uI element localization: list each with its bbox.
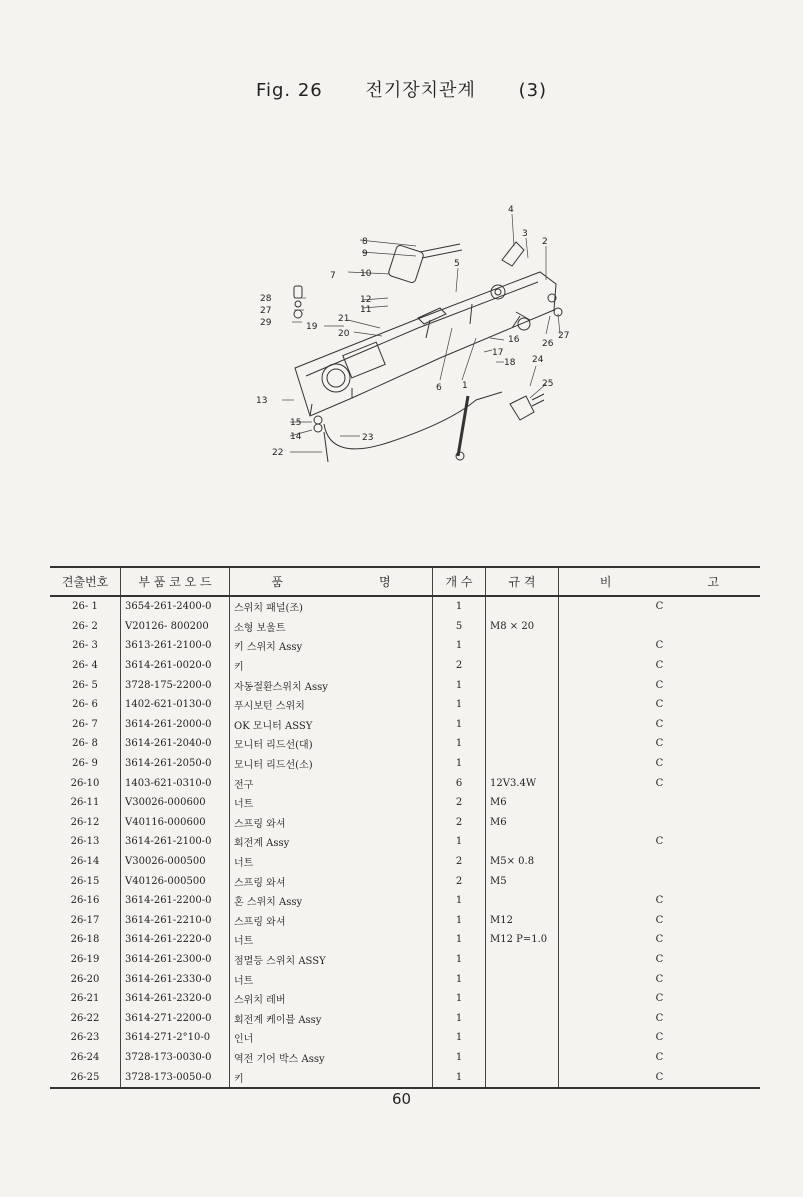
- table-row: [50, 1048, 760, 1068]
- cell-qty: 1: [433, 1067, 486, 1088]
- cell-code: 3614-261-2100-0: [121, 832, 230, 852]
- cell-code: 1402-621-0130-0: [121, 695, 230, 715]
- cell-code: 3614-261-2330-0: [121, 969, 230, 989]
- callout-26: 26: [542, 339, 554, 349]
- cell-spec: M12 P=1.0: [486, 930, 559, 950]
- cell-no: 26-22: [70, 1012, 100, 1024]
- cell-qty: 2: [433, 813, 486, 833]
- cell-code: 3614-261-2000-0: [121, 715, 230, 735]
- parts-table: [50, 566, 760, 1089]
- callout-10: 10: [360, 269, 372, 279]
- key-switch: [502, 242, 524, 266]
- cell-code: 3614-261-2200-0: [121, 891, 230, 911]
- cell-code: 3614-261-2040-0: [121, 734, 230, 754]
- cell-code: 3614-261-0020-0: [121, 656, 230, 676]
- callout-18: 18: [504, 358, 516, 368]
- table-row: [50, 1067, 760, 1088]
- cell-no: 26-24: [70, 1051, 100, 1063]
- callout-23: 23: [362, 433, 374, 443]
- callout-5: 5: [454, 259, 460, 269]
- cell-name: 스프링 와셔: [230, 871, 433, 891]
- cell-note: C: [559, 832, 761, 852]
- cell-name: 너트: [230, 930, 433, 950]
- cell-no: 26- 3: [72, 640, 98, 652]
- cell-spec: M6: [486, 813, 559, 833]
- callout-25: 25: [542, 379, 554, 389]
- cell-qty: 1: [433, 734, 486, 754]
- cell-note: [559, 617, 761, 637]
- callout-13: 13: [256, 396, 268, 406]
- cell-code: V30026-000600: [121, 793, 230, 813]
- cell-note: [559, 852, 761, 872]
- callout-11: 11: [360, 305, 372, 315]
- cell-note: C: [559, 754, 761, 774]
- cell-no: 26-16: [70, 895, 100, 907]
- cell-code: 3613-261-2100-0: [121, 636, 230, 656]
- cell-spec: [486, 734, 559, 754]
- table-row: [50, 1028, 760, 1048]
- cell-note: C: [559, 596, 761, 617]
- cell-qty: 1: [433, 1048, 486, 1068]
- cell-name: 너트: [230, 852, 433, 872]
- cell-note: C: [559, 950, 761, 970]
- table-row: [50, 891, 760, 911]
- cell-name: 전구: [230, 773, 433, 793]
- cell-spec: M8 × 20: [486, 617, 559, 637]
- cell-qty: 1: [433, 715, 486, 735]
- cell-qty: 2: [433, 852, 486, 872]
- header-note: [559, 567, 761, 596]
- cell-code: 3614-261-2220-0: [121, 930, 230, 950]
- cell-qty: 1: [433, 1008, 486, 1028]
- cell-note: C: [559, 969, 761, 989]
- cell-qty: 1: [433, 969, 486, 989]
- callout-12: 12: [360, 295, 372, 305]
- cell-no: 26-18: [70, 934, 100, 946]
- header-qty: 개 수: [433, 567, 486, 596]
- callout-21: 21: [338, 314, 350, 324]
- figure-part: (3): [518, 80, 548, 101]
- cell-no: 26- 7: [72, 718, 98, 730]
- callout-22: 22: [272, 448, 284, 458]
- cell-code: 3614-261-2300-0: [121, 950, 230, 970]
- cell-no: 26- 8: [72, 738, 98, 750]
- cell-qty: 1: [433, 695, 486, 715]
- table-row: [50, 813, 760, 833]
- table-row: [50, 989, 760, 1009]
- callout-9: 9: [362, 249, 368, 259]
- cell-note: C: [559, 1067, 761, 1088]
- cable: [324, 392, 502, 449]
- cell-name: 소형 보울트: [230, 617, 433, 637]
- table-row: [50, 734, 760, 754]
- page-number: 60: [391, 1090, 412, 1108]
- callout-15: 15: [290, 418, 302, 428]
- table-header-row: [50, 567, 760, 596]
- cell-note: C: [559, 715, 761, 735]
- table-row: [50, 871, 760, 891]
- cell-name: 키: [230, 656, 433, 676]
- exploded-parts-diagram: [240, 200, 580, 480]
- cell-name: 스프링 와셔: [230, 813, 433, 833]
- table-row: [50, 754, 760, 774]
- cell-no: 26-14: [70, 856, 100, 868]
- cell-note: C: [559, 773, 761, 793]
- cell-note: C: [559, 1008, 761, 1028]
- callout-28: 28: [260, 294, 272, 304]
- cell-no: 26- 5: [72, 679, 98, 691]
- cell-name: 키: [230, 1067, 433, 1088]
- cell-qty: 1: [433, 754, 486, 774]
- cell-note: C: [559, 1048, 761, 1068]
- cell-spec: [486, 891, 559, 911]
- callout-labels: [256, 205, 569, 458]
- cell-code: 3654-261-2400-0: [121, 596, 230, 617]
- table-row: [50, 773, 760, 793]
- cell-note: C: [559, 695, 761, 715]
- callout-17: 17: [492, 348, 504, 358]
- cell-spec: [486, 1008, 559, 1028]
- cell-name: 인너: [230, 1028, 433, 1048]
- cell-code: 3728-173-0050-0: [121, 1067, 230, 1088]
- cell-name: 점멸등 스위치 ASSY: [230, 950, 433, 970]
- cell-name: 너트: [230, 969, 433, 989]
- cell-spec: [486, 832, 559, 852]
- cell-qty: 1: [433, 891, 486, 911]
- cell-no: 26- 4: [72, 660, 98, 672]
- cell-note: [559, 813, 761, 833]
- table-row: [50, 636, 760, 656]
- callout-8: 8: [362, 237, 368, 247]
- cell-name: 회전계 케이블 Assy: [230, 1008, 433, 1028]
- callout-4: 4: [508, 205, 514, 215]
- table-row: [50, 715, 760, 735]
- callout-7: 7: [330, 271, 336, 281]
- cell-no: 26-25: [50, 1067, 121, 1088]
- header-spec: 규 격: [486, 567, 559, 596]
- table-row: [50, 695, 760, 715]
- cell-no: 26-13: [70, 836, 100, 848]
- monitor-unit: [388, 244, 425, 283]
- cell-name: 너트: [230, 793, 433, 813]
- cell-qty: 1: [433, 675, 486, 695]
- figure-title: [0, 76, 803, 102]
- cell-qty: 2: [433, 871, 486, 891]
- table-row: [50, 911, 760, 931]
- cell-name: 모니터 리드선(소): [230, 754, 433, 774]
- cell-no: 26-23: [70, 1032, 100, 1044]
- callout-19: 19: [306, 322, 318, 332]
- header-name-left: 품: [271, 575, 283, 589]
- cell-spec: [486, 1067, 559, 1088]
- cell-name: 혼 스위치 Assy: [230, 891, 433, 911]
- cell-name: 스프링 와셔: [230, 911, 433, 931]
- cell-qty: 5: [433, 617, 486, 637]
- table-row: [50, 596, 760, 617]
- cell-name: 역전 기어 박스 Assy: [230, 1048, 433, 1068]
- header-name-right: 명: [379, 575, 391, 589]
- header-code: 부 품 코 오 드: [121, 567, 230, 596]
- cell-qty: 1: [433, 930, 486, 950]
- cell-no: 26- 2: [72, 620, 98, 632]
- cell-note: C: [559, 1028, 761, 1048]
- cell-spec: [486, 989, 559, 1009]
- callout-16: 16: [508, 335, 520, 345]
- parts-table-body: [50, 596, 760, 1088]
- cell-no: 26-10: [70, 777, 100, 789]
- cell-note: C: [559, 675, 761, 695]
- callout-29: 29: [260, 318, 272, 328]
- callout-6: 6: [436, 383, 442, 393]
- cell-spec: M6: [486, 793, 559, 813]
- table-row: [50, 793, 760, 813]
- cell-spec: [486, 695, 559, 715]
- callout-27-left: 27: [260, 306, 272, 316]
- cell-spec: [486, 950, 559, 970]
- cell-code: 3614-261-2320-0: [121, 989, 230, 1009]
- cell-no: 26-12: [70, 816, 100, 828]
- cell-spec: [486, 675, 559, 695]
- table-row: [50, 617, 760, 637]
- cell-code: V40126-000500: [121, 871, 230, 891]
- cell-name: 스위치 패널(조): [230, 596, 433, 617]
- callout-14: 14: [290, 432, 302, 442]
- callout-24: 24: [532, 355, 544, 365]
- header-note-right: 고: [707, 575, 720, 589]
- cell-spec: [486, 1028, 559, 1048]
- cell-spec: M5× 0.8: [486, 852, 559, 872]
- table-row: [50, 969, 760, 989]
- cell-note: C: [559, 911, 761, 931]
- callout-3: 3: [522, 229, 528, 239]
- figure-heading: 전기장치관계: [365, 80, 476, 101]
- cell-name: 스위치 레버: [230, 989, 433, 1009]
- cell-qty: 1: [433, 911, 486, 931]
- cell-code: V40116-000600: [121, 813, 230, 833]
- cell-qty: 1: [433, 636, 486, 656]
- cell-no: 26-11: [70, 797, 100, 809]
- cell-note: C: [559, 930, 761, 950]
- cell-note: C: [559, 891, 761, 911]
- cell-spec: [486, 636, 559, 656]
- cell-name: 모니터 리드선(대): [230, 734, 433, 754]
- cell-no: 26-19: [70, 953, 100, 965]
- cell-code: 1403-621-0310-0: [121, 773, 230, 793]
- cell-no: 26- 1: [72, 601, 98, 613]
- cell-note: [559, 871, 761, 891]
- cell-qty: 2: [433, 793, 486, 813]
- cell-no: 26-17: [70, 914, 100, 926]
- cell-spec: [486, 1048, 559, 1068]
- cell-qty: 1: [433, 832, 486, 852]
- cell-code: V30026-000500: [121, 852, 230, 872]
- cell-code: 3614-261-2210-0: [121, 911, 230, 931]
- cell-code: 3614-271-2°10-0: [121, 1028, 230, 1048]
- cell-note: C: [559, 656, 761, 676]
- cell-qty: 1: [433, 950, 486, 970]
- cell-no: 26-15: [70, 875, 100, 887]
- cell-name: 푸시보턴 스위치: [230, 695, 433, 715]
- table-row: [50, 675, 760, 695]
- callout-27-right: 27: [558, 331, 570, 341]
- cell-qty: 1: [433, 596, 486, 617]
- header-no: 견출번호: [50, 567, 121, 596]
- callout-20: 20: [338, 329, 350, 339]
- cell-code: V20126- 800200: [121, 617, 230, 637]
- cell-qty: 6: [433, 773, 486, 793]
- cell-note: C: [559, 734, 761, 754]
- callout-2: 2: [542, 237, 548, 247]
- figure-number: Fig. 26: [255, 80, 323, 101]
- cell-qty: 1: [433, 989, 486, 1009]
- cell-code: 3614-271-2200-0: [121, 1008, 230, 1028]
- table-row: [50, 930, 760, 950]
- cell-name: 회전계 Assy: [230, 832, 433, 852]
- cell-spec: [486, 656, 559, 676]
- callout-1: 1: [462, 381, 468, 391]
- cell-spec: [486, 596, 559, 617]
- cell-spec: [486, 754, 559, 774]
- cell-spec: M5: [486, 871, 559, 891]
- cell-note: C: [559, 989, 761, 1009]
- header-note-left: 비: [599, 575, 612, 589]
- cell-code: 3614-261-2050-0: [121, 754, 230, 774]
- cell-qty: 2: [433, 656, 486, 676]
- cell-note: [559, 793, 761, 813]
- cell-qty: 1: [433, 1028, 486, 1048]
- cell-spec: [486, 715, 559, 735]
- cell-no: 26- 6: [72, 699, 98, 711]
- cell-name: 자동절환스위치 Assy: [230, 675, 433, 695]
- table-row: [50, 656, 760, 676]
- cell-no: 26-21: [70, 993, 100, 1005]
- cell-note: C: [559, 636, 761, 656]
- cell-no: 26- 9: [72, 758, 98, 770]
- tachometer: [322, 364, 350, 392]
- header-name: [230, 567, 433, 596]
- reverse-gear-box: [510, 396, 534, 420]
- cell-name: 키 스위치 Assy: [230, 636, 433, 656]
- cell-no: 26-20: [70, 973, 100, 985]
- cell-spec: 12V3.4W: [486, 773, 559, 793]
- cell-spec: M12: [486, 911, 559, 931]
- table-row: [50, 832, 760, 852]
- cell-code: 3728-173-0030-0: [121, 1048, 230, 1068]
- cell-code: 3728-175-2200-0: [121, 675, 230, 695]
- table-row: [50, 852, 760, 872]
- cell-name: OK 모니터 ASSY: [230, 715, 433, 735]
- table-row: [50, 950, 760, 970]
- table-row: [50, 1008, 760, 1028]
- cell-spec: [486, 969, 559, 989]
